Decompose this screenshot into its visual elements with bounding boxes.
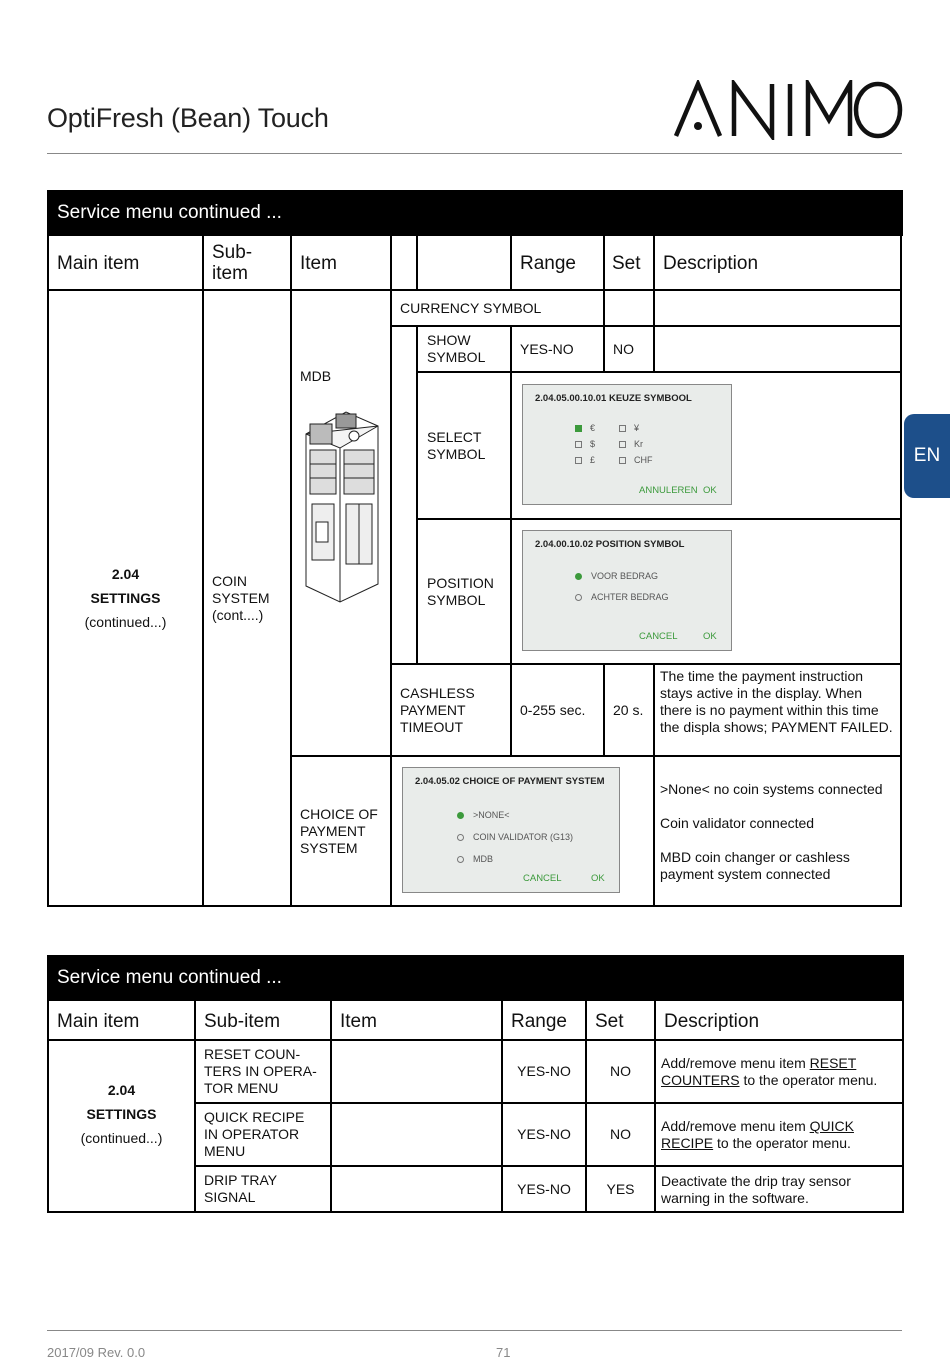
option-yen: ¥ xyxy=(634,423,640,433)
cashless-range: 0-255 sec. xyxy=(520,701,586,718)
choice-of-payment-system: CHOICE OF PAYMENT SYSTEM xyxy=(300,806,378,856)
checkbox-icon[interactable] xyxy=(619,425,626,432)
page-number: 71 xyxy=(496,1345,511,1360)
col-main-item: Main item xyxy=(57,253,140,274)
checkbox-icon[interactable] xyxy=(619,441,626,448)
table-border xyxy=(416,236,418,291)
table-border xyxy=(603,663,605,756)
table-border xyxy=(416,325,418,665)
show-symbol-range: YES-NO xyxy=(520,340,574,357)
col-main-item: Main item xyxy=(57,1011,140,1032)
table-border xyxy=(390,663,902,665)
main-item-number: 2.04 xyxy=(107,1082,136,1098)
footer-rule xyxy=(47,1330,902,1331)
table-header: Service menu continued ... xyxy=(47,955,904,1001)
cashless-description: The time the payment instruction stays active in the display. When there is no payment within this time the displa shows; PAYMENT FAILED. xyxy=(660,668,893,735)
drip-tray-range: YES-NO xyxy=(517,1180,571,1197)
footer-revision: 2017/09 Rev. 0.0 xyxy=(47,1345,146,1360)
table-border xyxy=(416,371,902,373)
header-rule xyxy=(47,153,902,154)
checkbox-icon[interactable] xyxy=(575,457,582,464)
reset-counters-link[interactable]: RESET COUNTERS xyxy=(661,1055,857,1088)
table-border xyxy=(416,518,902,520)
option-kr: Kr xyxy=(634,439,643,449)
cancel-button[interactable]: CANCEL xyxy=(639,631,678,642)
quick-recipe-range: YES-NO xyxy=(517,1126,571,1142)
radio-icon[interactable] xyxy=(575,573,582,580)
ok-button[interactable]: OK xyxy=(703,631,717,642)
choice-description-3: MBD coin changer or cashless payment system connected xyxy=(660,849,850,882)
table-border xyxy=(202,236,204,906)
checkbox-icon[interactable] xyxy=(619,457,626,464)
reset-counters-set: NO xyxy=(610,1063,631,1079)
table-border xyxy=(194,1001,196,1212)
checkbox-icon[interactable] xyxy=(575,425,582,432)
col-sub-item: Sub-item xyxy=(204,1011,281,1032)
mdb-device-image xyxy=(296,404,386,604)
choice-description-1: >None< no coin systems connected xyxy=(660,781,883,797)
col-description: Description xyxy=(664,1011,760,1032)
table-border xyxy=(290,236,292,906)
screen-title: 2.04.05.02 CHOICE OF PAYMENT SYSTEM xyxy=(415,776,605,787)
table-border xyxy=(390,236,392,906)
table-border xyxy=(390,325,902,327)
drip-tray-description: Deactivate the drip tray sensor warning in the software. xyxy=(661,1173,851,1206)
choice-description-2: Coin validator connected xyxy=(660,815,815,831)
radio-icon[interactable] xyxy=(457,834,464,841)
table-border xyxy=(653,663,655,906)
col-sub-item: Sub- item xyxy=(212,242,253,284)
show-symbol: SHOW SYMBOL xyxy=(427,332,486,365)
sub-item-quick-recipe: QUICK RECIPE IN OPERATOR MENU xyxy=(204,1109,305,1159)
table-border xyxy=(510,663,512,756)
option-mdb: MDB xyxy=(473,854,493,864)
main-item-number: 2.04 xyxy=(111,566,140,582)
sub-item-reset-counters: RESET COUN- TERS IN OPERA- TOR MENU xyxy=(204,1046,317,1096)
choice-payment-screen xyxy=(402,767,620,893)
screen-title: 2.04.05.00.10.01 KEUZE SYMBOOL xyxy=(535,393,692,404)
select-symbol-screen xyxy=(522,384,732,505)
table-border xyxy=(654,1001,656,1212)
table-border xyxy=(47,905,902,907)
radio-icon[interactable] xyxy=(457,856,464,863)
table-border xyxy=(653,236,655,372)
animo-logo xyxy=(672,80,904,140)
col-set: Set xyxy=(612,253,641,274)
sub-item-drip-tray-signal: DRIP TRAY SIGNAL xyxy=(204,1172,278,1205)
main-item-name: SETTINGS xyxy=(90,590,161,606)
quick-recipe-set: NO xyxy=(610,1126,631,1142)
table-border xyxy=(47,1039,904,1041)
reset-counters-description: Add/remove menu item RESET COUNTERS to the operator menu. xyxy=(661,1055,878,1088)
table-border xyxy=(47,1211,904,1213)
language-tab[interactable]: EN xyxy=(904,414,950,498)
ok-button[interactable]: OK xyxy=(703,485,717,496)
option-pound: £ xyxy=(590,455,596,465)
table-border xyxy=(510,325,512,372)
item-mdb: MDB xyxy=(300,368,332,384)
screen-title: 2.04.00.10.02 POSITION SYMBOL xyxy=(535,539,685,550)
page-title: OptiFresh (Bean) Touch xyxy=(47,103,329,133)
table-border xyxy=(510,236,512,291)
cancel-button[interactable]: CANCEL xyxy=(523,873,562,884)
ok-button[interactable]: OK xyxy=(591,873,605,884)
col-range: Range xyxy=(520,253,576,274)
cancel-button[interactable]: ANNULEREN xyxy=(639,485,698,496)
table-border xyxy=(330,1001,332,1212)
reset-counters-range: YES-NO xyxy=(517,1063,571,1079)
table-border xyxy=(900,236,902,907)
option-coin-validator: COIN VALIDATOR (G13) xyxy=(473,832,574,842)
quick-recipe-description: Add/remove menu item QUICK RECIPE to the operator menu. xyxy=(661,1118,854,1151)
select-symbol: SELECT SYMBOL xyxy=(427,429,486,462)
main-item-continued: (continued...) xyxy=(80,1130,163,1146)
table-border xyxy=(603,236,605,372)
main-item-name: SETTINGS xyxy=(86,1106,157,1122)
option-voor-bedrag: VOOR BEDRAG xyxy=(591,571,659,581)
option-euro: € xyxy=(590,423,596,433)
radio-icon[interactable] xyxy=(575,594,582,601)
drip-tray-set: YES xyxy=(606,1180,635,1197)
main-item-continued: (continued...) xyxy=(84,614,167,630)
option-achter-bedrag: ACHTER BEDRAG xyxy=(591,592,669,602)
table-border xyxy=(902,1001,904,1213)
option-chf: CHF xyxy=(634,455,653,465)
option-none: >NONE< xyxy=(473,810,510,820)
col-range: Range xyxy=(511,1011,567,1032)
cashless-set: 20 s. xyxy=(613,701,644,718)
position-symbol-screen xyxy=(522,530,732,651)
table-border xyxy=(290,755,902,757)
col-set: Set xyxy=(595,1011,624,1032)
sub-item-coin-system: COIN SYSTEM (cont....) xyxy=(212,573,270,623)
cashless-payment-timeout: CASHLESS PAYMENT TIMEOUT xyxy=(400,685,475,735)
col-description: Description xyxy=(663,253,759,274)
quick-recipe-link[interactable]: QUICK RECIPE xyxy=(661,1118,854,1151)
table-header: Service menu continued ... xyxy=(47,190,903,236)
checkbox-icon[interactable] xyxy=(575,441,582,448)
currency-symbol: CURRENCY SYMBOL xyxy=(400,299,542,316)
col-item: Item xyxy=(340,1011,377,1032)
radio-icon[interactable] xyxy=(457,812,464,819)
position-symbol: POSITION SYMBOL xyxy=(427,575,494,608)
col-item: Item xyxy=(300,253,337,274)
show-symbol-set: NO xyxy=(613,340,634,357)
option-dollar: $ xyxy=(590,439,596,449)
